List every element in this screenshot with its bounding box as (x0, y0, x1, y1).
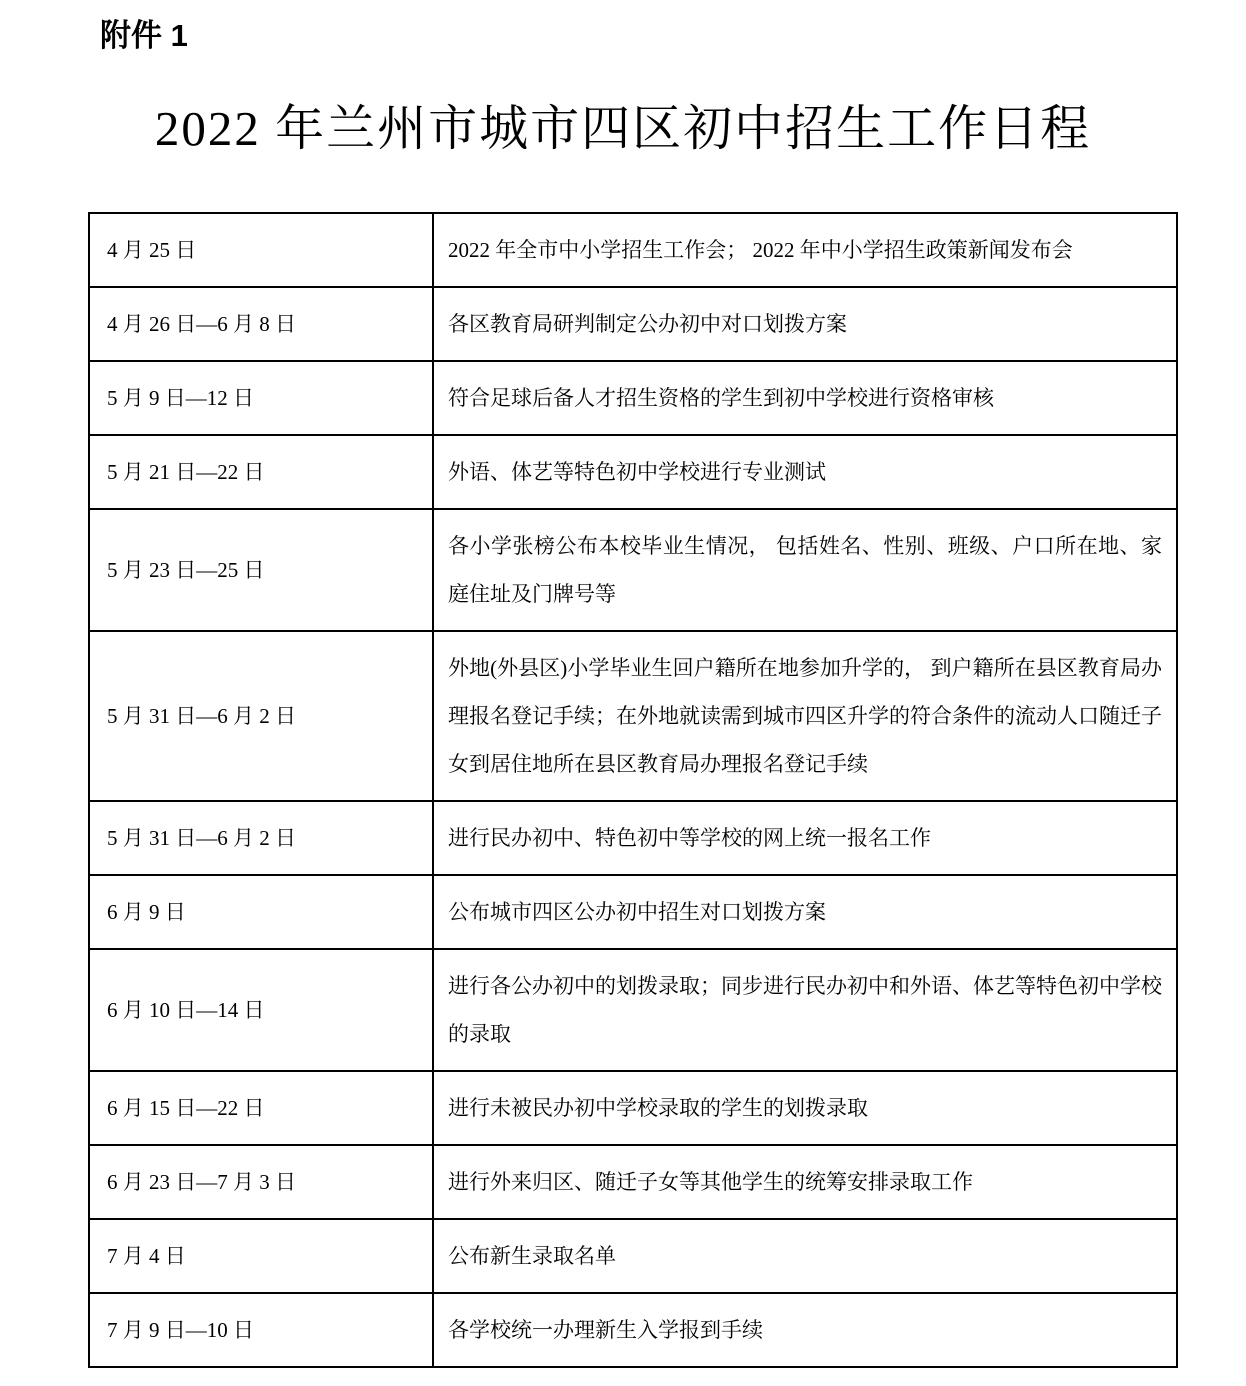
date-cell: 6 月 9 日 (89, 875, 433, 949)
description-cell: 外地(外县区)小学毕业生回户籍所在地参加升学的， 到户籍所在县区教育局办理报名登记手续；在外地就读需到城市四区升学的符合条件的流动人口随迁子女到居住地所在县区教育局办理报名登记手续 (433, 631, 1177, 801)
table-row (89, 1219, 1177, 1293)
description-cell: 各学校统一办理新生入学报到手续 (433, 1293, 1177, 1367)
table-row (89, 509, 1177, 631)
table-row (89, 1293, 1177, 1367)
description-cell: 各小学张榜公布本校毕业生情况， 包括姓名、性别、班级、户口所在地、家庭住址及门牌号等 (433, 509, 1177, 631)
page-title: 2022 年兰州市城市四区初中招生工作日程 (154, 101, 1092, 156)
date-cell: 5 月 31 日—6 月 2 日 (89, 801, 433, 875)
schedule-table (88, 212, 1178, 1368)
description-cell: 进行各公办初中的划拨录取；同步进行民办初中和外语、体艺等特色初中学校的录取 (433, 949, 1177, 1071)
date-cell: 4 月 26 日—6 月 8 日 (89, 287, 433, 361)
date-cell: 6 月 23 日—7 月 3 日 (89, 1145, 433, 1219)
table-row (89, 801, 1177, 875)
table-row (89, 949, 1177, 1071)
date-cell: 7 月 9 日—10 日 (89, 1293, 433, 1367)
description-cell: 符合足球后备人才招生资格的学生到初中学校进行资格审核 (433, 361, 1177, 435)
schedule-table-body (89, 213, 1177, 1367)
date-cell: 5 月 21 日—22 日 (89, 435, 433, 509)
description-cell: 公布新生录取名单 (433, 1219, 1177, 1293)
date-cell: 5 月 31 日—6 月 2 日 (89, 631, 433, 801)
date-cell: 4 月 25 日 (89, 213, 433, 287)
attachment-label: 附件 1 (100, 18, 188, 53)
description-cell: 进行未被民办初中学校录取的学生的划拨录取 (433, 1071, 1177, 1145)
description-cell: 进行外来归区、随迁子女等其他学生的统筹安排录取工作 (433, 1145, 1177, 1219)
date-cell: 6 月 10 日—14 日 (89, 949, 433, 1071)
description-cell: 外语、体艺等特色初中学校进行专业测试 (433, 435, 1177, 509)
date-cell: 5 月 9 日—12 日 (89, 361, 433, 435)
description-cell: 2022 年全市中小学招生工作会； 2022 年中小学招生政策新闻发布会 (433, 213, 1177, 287)
date-cell: 5 月 23 日—25 日 (89, 509, 433, 631)
date-cell: 7 月 4 日 (89, 1219, 433, 1293)
table-row (89, 435, 1177, 509)
table-row (89, 287, 1177, 361)
description-cell: 公布城市四区公办初中招生对口划拨方案 (433, 875, 1177, 949)
date-cell: 6 月 15 日—22 日 (89, 1071, 433, 1145)
table-row (89, 361, 1177, 435)
description-cell: 各区教育局研判制定公办初中对口划拨方案 (433, 287, 1177, 361)
table-row (89, 213, 1177, 287)
table-row (89, 1145, 1177, 1219)
table-row (89, 875, 1177, 949)
table-row (89, 631, 1177, 801)
table-row (89, 1071, 1177, 1145)
description-cell: 进行民办初中、特色初中等学校的网上统一报名工作 (433, 801, 1177, 875)
